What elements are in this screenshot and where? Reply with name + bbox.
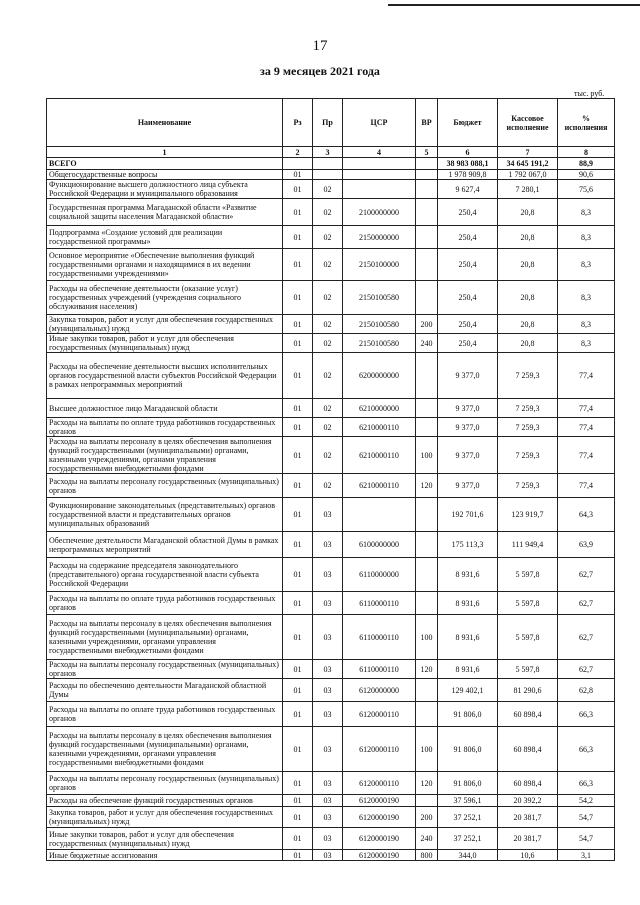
row-name: Функционирование законодательных (представительных) органов государственной власти и представительных органов муниципальных образований xyxy=(47,498,283,532)
row-vr: 100 xyxy=(416,615,438,660)
row-csr: 6120000190 xyxy=(343,850,416,861)
row-vr xyxy=(416,592,438,615)
row-budget: 37 252,1 xyxy=(438,828,498,850)
row-pr: 02 xyxy=(313,353,343,399)
row-cash: 7 280,1 xyxy=(498,180,558,199)
row-rz: 01 xyxy=(283,772,313,795)
top-rule xyxy=(388,4,640,6)
total-row xyxy=(47,158,615,170)
row-csr: 6110000000 xyxy=(343,558,416,592)
row-budget: 192 701,6 xyxy=(438,498,498,532)
row-csr xyxy=(343,498,416,532)
row-pct: 75,6 xyxy=(558,180,615,199)
row-rz: 01 xyxy=(283,353,313,399)
row-vr xyxy=(416,180,438,199)
row-vr xyxy=(416,281,438,315)
row-vr xyxy=(416,249,438,281)
row-pct: 62,8 xyxy=(558,679,615,702)
row-cash: 60 898,4 xyxy=(498,702,558,727)
row-pr: 02 xyxy=(313,199,343,226)
total-empty xyxy=(416,158,438,170)
row-pr: 03 xyxy=(313,592,343,615)
report-period-title: за 9 месяцев 2021 года xyxy=(260,64,380,78)
row-cash: 5 597,8 xyxy=(498,558,558,592)
row-cash: 20,8 xyxy=(498,226,558,249)
table-row xyxy=(47,437,615,474)
table-row xyxy=(47,558,615,592)
col-index: 3 xyxy=(313,147,343,158)
row-name: Основное мероприятие «Обеспечение выполнения функций государственными органами и находящимися в их ведении государственными учреждениями» xyxy=(47,249,283,281)
row-rz: 01 xyxy=(283,474,313,498)
row-vr xyxy=(416,199,438,226)
row-csr: 6110000110 xyxy=(343,660,416,679)
row-budget: 250,4 xyxy=(438,249,498,281)
table-row xyxy=(47,399,615,418)
row-budget: 9 377,0 xyxy=(438,399,498,418)
row-cash: 20,8 xyxy=(498,199,558,226)
row-budget: 250,4 xyxy=(438,199,498,226)
row-cash: 20 381,7 xyxy=(498,807,558,828)
row-vr xyxy=(416,226,438,249)
row-pct: 66,3 xyxy=(558,727,615,772)
row-vr xyxy=(416,170,438,180)
row-csr: 2150100580 xyxy=(343,334,416,353)
table-row xyxy=(47,474,615,498)
row-vr: 120 xyxy=(416,772,438,795)
row-cash: 20,8 xyxy=(498,281,558,315)
row-pr: 02 xyxy=(313,474,343,498)
row-pct: 77,4 xyxy=(558,437,615,474)
row-pr: 03 xyxy=(313,558,343,592)
row-cash: 20,8 xyxy=(498,249,558,281)
row-rz: 01 xyxy=(283,828,313,850)
table-row xyxy=(47,226,615,249)
row-pr: 03 xyxy=(313,807,343,828)
row-pct: 62,7 xyxy=(558,660,615,679)
page-number: 17 xyxy=(312,38,328,54)
row-rz: 01 xyxy=(283,660,313,679)
row-rz: 01 xyxy=(283,249,313,281)
row-cash: 20 392,2 xyxy=(498,795,558,807)
row-rz: 01 xyxy=(283,498,313,532)
row-budget: 8 931,6 xyxy=(438,615,498,660)
row-name: Расходы на выплаты по оплате труда работников государственных органов xyxy=(47,702,283,727)
row-vr: 800 xyxy=(416,850,438,861)
table-header-row xyxy=(47,99,615,147)
total-empty xyxy=(343,158,416,170)
row-budget: 9 377,0 xyxy=(438,418,498,437)
row-rz: 01 xyxy=(283,170,313,180)
row-csr: 6120000110 xyxy=(343,702,416,727)
row-cash: 10,6 xyxy=(498,850,558,861)
row-pct: 54,2 xyxy=(558,795,615,807)
row-vr: 200 xyxy=(416,807,438,828)
row-vr xyxy=(416,679,438,702)
budget-table xyxy=(46,98,615,861)
header-pr: Пр xyxy=(313,99,343,147)
row-budget: 91 806,0 xyxy=(438,702,498,727)
table-row xyxy=(47,170,615,180)
row-pr: 02 xyxy=(313,334,343,353)
col-index: 5 xyxy=(416,147,438,158)
row-name: Расходы на содержание председателя законодательного (представительного) органа государственной власти субъекта Российской Федерации xyxy=(47,558,283,592)
row-budget: 91 806,0 xyxy=(438,727,498,772)
row-rz: 01 xyxy=(283,558,313,592)
row-vr: 120 xyxy=(416,474,438,498)
row-csr: 6210000110 xyxy=(343,418,416,437)
row-csr: 6200000000 xyxy=(343,353,416,399)
row-budget: 91 806,0 xyxy=(438,772,498,795)
row-rz: 01 xyxy=(283,180,313,199)
table-row xyxy=(47,772,615,795)
row-budget: 9 377,0 xyxy=(438,353,498,399)
row-name: Закупка товаров, работ и услуг для обеспечения государственных (муниципальных) нужд xyxy=(47,315,283,334)
row-pr: 02 xyxy=(313,281,343,315)
row-name: Расходы на обеспечение деятельности (оказание услуг) государственных учреждений (учреждения социального обслуживания населения) xyxy=(47,281,283,315)
row-rz: 01 xyxy=(283,199,313,226)
row-cash: 5 597,8 xyxy=(498,592,558,615)
row-name: Расходы на выплаты по оплате труда работников государственных органов xyxy=(47,418,283,437)
row-rz: 01 xyxy=(283,679,313,702)
table-row xyxy=(47,592,615,615)
row-pr xyxy=(313,170,343,180)
row-pct: 77,4 xyxy=(558,399,615,418)
row-budget: 175 113,3 xyxy=(438,532,498,558)
units-label: тыс. руб. xyxy=(574,89,605,98)
row-csr: 6110000110 xyxy=(343,615,416,660)
row-cash: 20,8 xyxy=(498,315,558,334)
table-row xyxy=(47,795,615,807)
row-cash: 123 919,7 xyxy=(498,498,558,532)
row-rz: 01 xyxy=(283,727,313,772)
row-rz: 01 xyxy=(283,399,313,418)
row-name: Обеспечение деятельности Магаданской областной Думы в рамках непрограммных мероприятий xyxy=(47,532,283,558)
row-cash: 7 259,3 xyxy=(498,437,558,474)
row-csr: 6120000190 xyxy=(343,828,416,850)
row-pr: 02 xyxy=(313,418,343,437)
row-pr: 03 xyxy=(313,727,343,772)
row-pr: 02 xyxy=(313,226,343,249)
row-vr: 100 xyxy=(416,727,438,772)
row-csr: 6210000110 xyxy=(343,437,416,474)
row-pct: 66,3 xyxy=(558,702,615,727)
row-pr: 03 xyxy=(313,772,343,795)
row-budget: 8 931,6 xyxy=(438,660,498,679)
row-pr: 02 xyxy=(313,399,343,418)
row-pct: 77,4 xyxy=(558,418,615,437)
header-rz: Рз xyxy=(283,99,313,147)
row-csr: 2150100580 xyxy=(343,281,416,315)
row-pct: 64,3 xyxy=(558,498,615,532)
row-budget: 1 978 909,8 xyxy=(438,170,498,180)
table-row xyxy=(47,679,615,702)
row-cash: 7 259,3 xyxy=(498,418,558,437)
row-name: Подпрограмма «Создание условий для реализации государственной программы» xyxy=(47,226,283,249)
row-cash: 20 381,7 xyxy=(498,828,558,850)
row-pct: 8,3 xyxy=(558,249,615,281)
row-rz: 01 xyxy=(283,532,313,558)
header-budget: Бюджет xyxy=(438,99,498,147)
row-vr xyxy=(416,498,438,532)
row-name: Расходы по обеспечению деятельности Магаданской областной Думы xyxy=(47,679,283,702)
row-vr: 100 xyxy=(416,437,438,474)
table-row xyxy=(47,702,615,727)
row-vr xyxy=(416,418,438,437)
row-budget: 9 627,4 xyxy=(438,180,498,199)
table-row xyxy=(47,532,615,558)
row-rz: 01 xyxy=(283,437,313,474)
row-csr xyxy=(343,180,416,199)
row-name: Расходы на выплаты персоналу государственных (муниципальных) органов xyxy=(47,474,283,498)
row-budget: 344,0 xyxy=(438,850,498,861)
row-rz: 01 xyxy=(283,281,313,315)
table-row xyxy=(47,727,615,772)
row-vr xyxy=(416,353,438,399)
row-csr: 2100000000 xyxy=(343,199,416,226)
row-rz: 01 xyxy=(283,334,313,353)
row-pr: 02 xyxy=(313,437,343,474)
col-index: 1 xyxy=(47,147,283,158)
row-pr: 03 xyxy=(313,828,343,850)
row-cash: 5 597,8 xyxy=(498,615,558,660)
row-pct: 8,3 xyxy=(558,226,615,249)
row-pct: 77,4 xyxy=(558,474,615,498)
row-name: Расходы на обеспечение деятельности высших исполнительных органов государственной власти субъектов Российской Федерации в рамках непрограммных мероприятий xyxy=(47,353,283,399)
row-name: Расходы на выплаты персоналу государственных (муниципальных) органов xyxy=(47,772,283,795)
row-pct: 62,7 xyxy=(558,592,615,615)
table-row xyxy=(47,199,615,226)
column-index-row xyxy=(47,147,615,158)
row-budget: 250,4 xyxy=(438,226,498,249)
row-vr xyxy=(416,558,438,592)
row-vr: 120 xyxy=(416,660,438,679)
row-cash: 81 290,6 xyxy=(498,679,558,702)
row-name: Расходы на выплаты персоналу в целях обеспечения выполнения функций государственными (муниципальными) органами, казенными учреждениями, органами управления государственными внебюджетными фондами xyxy=(47,615,283,660)
row-name: Государственная программа Магаданской области «Развитие социальной защиты населения Магаданской области» xyxy=(47,199,283,226)
header-pct: % исполнения xyxy=(558,99,615,147)
row-vr: 240 xyxy=(416,334,438,353)
total-cash: 34 645 191,2 xyxy=(498,158,558,170)
row-budget: 250,4 xyxy=(438,281,498,315)
row-name: Общегосударственные вопросы xyxy=(47,170,283,180)
row-pct: 54,7 xyxy=(558,828,615,850)
row-name: Закупка товаров, работ и услуг для обеспечения государственных (муниципальных) нужд xyxy=(47,807,283,828)
header-cash: Кассовое исполнение xyxy=(498,99,558,147)
row-cash: 1 792 067,0 xyxy=(498,170,558,180)
row-cash: 7 259,3 xyxy=(498,399,558,418)
row-budget: 9 377,0 xyxy=(438,474,498,498)
row-pr: 03 xyxy=(313,679,343,702)
row-vr xyxy=(416,532,438,558)
row-pr: 02 xyxy=(313,180,343,199)
row-vr xyxy=(416,795,438,807)
row-name: Расходы на обеспечение функций государственных органов xyxy=(47,795,283,807)
row-csr: 6120000110 xyxy=(343,772,416,795)
table-row xyxy=(47,828,615,850)
row-vr xyxy=(416,702,438,727)
col-index: 2 xyxy=(283,147,313,158)
row-csr: 6100000000 xyxy=(343,532,416,558)
row-rz: 01 xyxy=(283,702,313,727)
row-csr: 2150100580 xyxy=(343,315,416,334)
row-pct: 8,3 xyxy=(558,281,615,315)
row-name: Расходы на выплаты по оплате труда работников государственных органов xyxy=(47,592,283,615)
row-csr: 6210000000 xyxy=(343,399,416,418)
row-budget: 8 931,6 xyxy=(438,592,498,615)
table-row xyxy=(47,353,615,399)
row-vr: 200 xyxy=(416,315,438,334)
row-pct: 8,3 xyxy=(558,199,615,226)
row-cash: 60 898,4 xyxy=(498,727,558,772)
row-pr: 02 xyxy=(313,249,343,281)
row-rz: 01 xyxy=(283,315,313,334)
row-csr: 6120000000 xyxy=(343,679,416,702)
row-budget: 129 402,1 xyxy=(438,679,498,702)
row-rz: 01 xyxy=(283,418,313,437)
row-budget: 250,4 xyxy=(438,334,498,353)
row-name: Расходы на выплаты персоналу государственных (муниципальных) органов xyxy=(47,660,283,679)
row-name: Иные закупки товаров, работ и услуг для обеспечения государственных (муниципальных) нужд xyxy=(47,334,283,353)
row-cash: 7 259,3 xyxy=(498,353,558,399)
row-name: Функционирование высшего должностного лица субъекта Российской Федерации и муниципального образования xyxy=(47,180,283,199)
row-csr: 2150000000 xyxy=(343,226,416,249)
row-budget: 37 252,1 xyxy=(438,807,498,828)
row-name: Иные закупки товаров, работ и услуг для обеспечения государственных (муниципальных) нужд xyxy=(47,828,283,850)
table-row xyxy=(47,315,615,334)
row-pct: 77,4 xyxy=(558,353,615,399)
row-cash: 111 949,4 xyxy=(498,532,558,558)
row-pct: 8,3 xyxy=(558,315,615,334)
col-index: 8 xyxy=(558,147,615,158)
row-pct: 62,7 xyxy=(558,558,615,592)
row-rz: 01 xyxy=(283,807,313,828)
table-row xyxy=(47,660,615,679)
row-pct: 66,3 xyxy=(558,772,615,795)
row-pct: 90,6 xyxy=(558,170,615,180)
row-csr: 6120000110 xyxy=(343,727,416,772)
total-label: ВСЕГО xyxy=(47,158,283,170)
row-csr: 6210000110 xyxy=(343,474,416,498)
row-cash: 7 259,3 xyxy=(498,474,558,498)
row-csr: 6110000110 xyxy=(343,592,416,615)
row-rz: 01 xyxy=(283,226,313,249)
row-pr: 03 xyxy=(313,660,343,679)
row-name: Расходы на выплаты персоналу в целях обеспечения выполнения функций государственными (муниципальными) органами, казенными учреждениями, органами управления государственными внебюджетными фондами xyxy=(47,437,283,474)
row-budget: 9 377,0 xyxy=(438,437,498,474)
row-cash: 5 597,8 xyxy=(498,660,558,679)
header-vr: ВР xyxy=(416,99,438,147)
row-rz: 01 xyxy=(283,850,313,861)
total-pct: 88,9 xyxy=(558,158,615,170)
table-row xyxy=(47,281,615,315)
row-cash: 20,8 xyxy=(498,334,558,353)
row-rz: 01 xyxy=(283,592,313,615)
table-row xyxy=(47,807,615,828)
col-index: 6 xyxy=(438,147,498,158)
row-pct: 8,3 xyxy=(558,334,615,353)
table-row xyxy=(47,418,615,437)
row-pr: 03 xyxy=(313,850,343,861)
header-csr: ЦСР xyxy=(343,99,416,147)
row-csr: 2150100000 xyxy=(343,249,416,281)
row-vr xyxy=(416,399,438,418)
row-budget: 8 931,6 xyxy=(438,558,498,592)
row-pct: 54,7 xyxy=(558,807,615,828)
row-csr: 6120000190 xyxy=(343,807,416,828)
col-index: 7 xyxy=(498,147,558,158)
total-budget: 38 983 088,1 xyxy=(438,158,498,170)
row-pr: 03 xyxy=(313,615,343,660)
row-pct: 62,7 xyxy=(558,615,615,660)
row-budget: 37 596,1 xyxy=(438,795,498,807)
table-row xyxy=(47,498,615,532)
row-budget: 250,4 xyxy=(438,315,498,334)
total-empty xyxy=(313,158,343,170)
table-row xyxy=(47,850,615,861)
row-pct: 3,1 xyxy=(558,850,615,861)
row-rz: 01 xyxy=(283,795,313,807)
col-index: 4 xyxy=(343,147,416,158)
table-row xyxy=(47,334,615,353)
row-vr: 240 xyxy=(416,828,438,850)
table-row xyxy=(47,249,615,281)
table-row xyxy=(47,615,615,660)
row-pr: 02 xyxy=(313,315,343,334)
row-pr: 03 xyxy=(313,532,343,558)
header-name: Наименование xyxy=(47,99,283,147)
row-pr: 03 xyxy=(313,702,343,727)
row-cash: 60 898,4 xyxy=(498,772,558,795)
row-name: Иные бюджетные ассигнования xyxy=(47,850,283,861)
row-name: Высшее должностное лицо Магаданской области xyxy=(47,399,283,418)
row-pr: 03 xyxy=(313,795,343,807)
total-empty xyxy=(283,158,313,170)
row-rz: 01 xyxy=(283,615,313,660)
row-name: Расходы на выплаты персоналу в целях обеспечения выполнения функций государственными (муниципальными) органами, казенными учреждениями, органами управления государственными внебюджетными фондами xyxy=(47,727,283,772)
row-csr xyxy=(343,170,416,180)
row-pr: 03 xyxy=(313,498,343,532)
row-csr: 6120000190 xyxy=(343,795,416,807)
table-row xyxy=(47,180,615,199)
row-pct: 63,9 xyxy=(558,532,615,558)
